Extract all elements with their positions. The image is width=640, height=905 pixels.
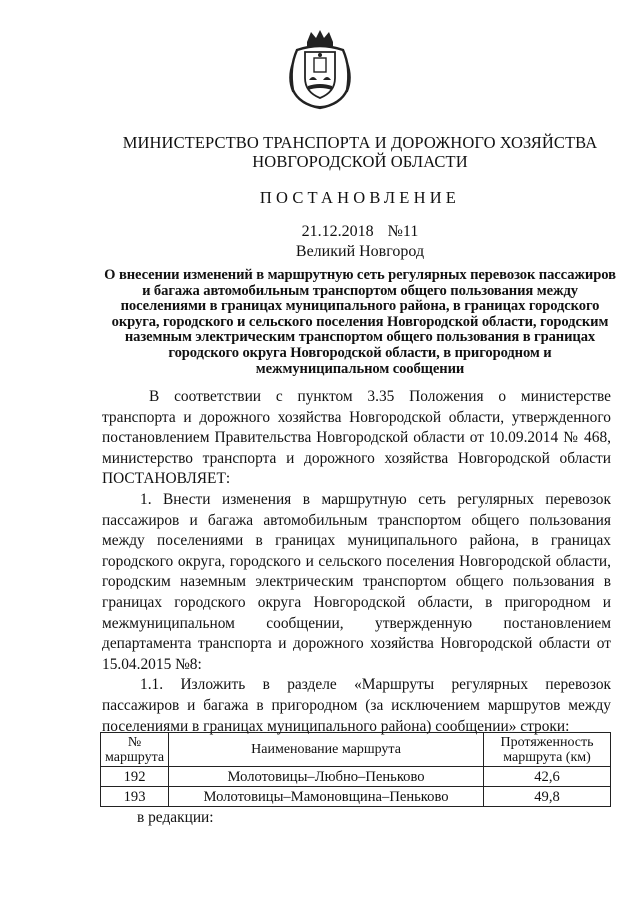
ministry-name (100, 133, 620, 171)
item-1-1-paragraph: 1.1. Изложить в разделе «Маршруты регулярных перевозок пассажиров и багажа в пригородном (за исключением маршрутов между поселениями в границах муниципального района) сообщении» строки: (102, 676, 611, 735)
header-route-name: Наименование маршрута (169, 733, 484, 767)
header-route-length: Протяженность маршрута (км) (484, 733, 611, 767)
coat-of-arms-emblem (283, 28, 357, 112)
route-name-cell: Молотовицы–Мамоновщина–Пеньково (169, 787, 484, 807)
routes-table (100, 732, 611, 807)
route-length-cell: 49,8 (484, 787, 611, 807)
table-row (101, 767, 611, 787)
decree-title: О внесении изменений в маршрутную сеть регулярных перевозок пассажиров и багажа автомобильным транспортом общего пользования между поселениями в границах муниципального района, в границах городского округа, городского и сельского поселения Новгородской области, городским наземным электрическим транспортом общего пользования в границах городского округа Новгородской области, в пригородном и межмуниципальном сообщении (104, 267, 616, 377)
decree-date: 21.12.2018 (301, 223, 374, 240)
route-number-cell: 192 (101, 767, 169, 787)
decree-body (102, 387, 611, 737)
item-1-paragraph: 1. Внести изменения в маршрутную сеть регулярных перевозок пассажиров и багажа автомобильным транспортом общего пользования между поселениями в границах муниципального района, в границах городского округа, городского и сельского поселения Новгородской области, городским наземным электрическим транспортом общего пользования в границах городского округа Новгородской области, в пригородном и межмуниципальном сообщении, утвержденную постановлением департамента транспорта и дорожного хозяйства Новгородской области от 15.04.2015 №8: (102, 490, 611, 673)
route-number-cell: 193 (101, 787, 169, 807)
decree-city: Великий Новгород (295, 243, 425, 260)
table-header-row (101, 733, 611, 767)
document-meta (100, 222, 620, 262)
ministry-line-2: НОВГОРОДСКОЙ ОБЛАСТИ (252, 152, 468, 171)
after-table-text: в редакции: (137, 809, 214, 826)
preamble-paragraph: В соответствии с пунктом 3.35 Положения о министерстве транспорта и дорожного хозяйства Новгородской области, утвержденного постановлением Правительства Новгородской области от 10.09.2014 № 468, министерство транспорта и дорожного хозяйства Новгородской области ПОСТАНОВЛЯЕТ: (102, 388, 611, 488)
route-length-cell: 42,6 (484, 767, 611, 787)
route-name-cell: Молотовицы–Любно–Пеньково (169, 767, 484, 787)
ministry-line-1: МИНИСТЕРСТВО ТРАНСПОРТА И ДОРОЖНОГО ХОЗЯЙСТВА (122, 133, 598, 152)
header-route-number: № маршрута (101, 733, 169, 767)
table-row (101, 787, 611, 807)
document-type: ПОСТАНОВЛЕНИЕ (259, 188, 461, 207)
decree-number: №11 (387, 223, 419, 240)
